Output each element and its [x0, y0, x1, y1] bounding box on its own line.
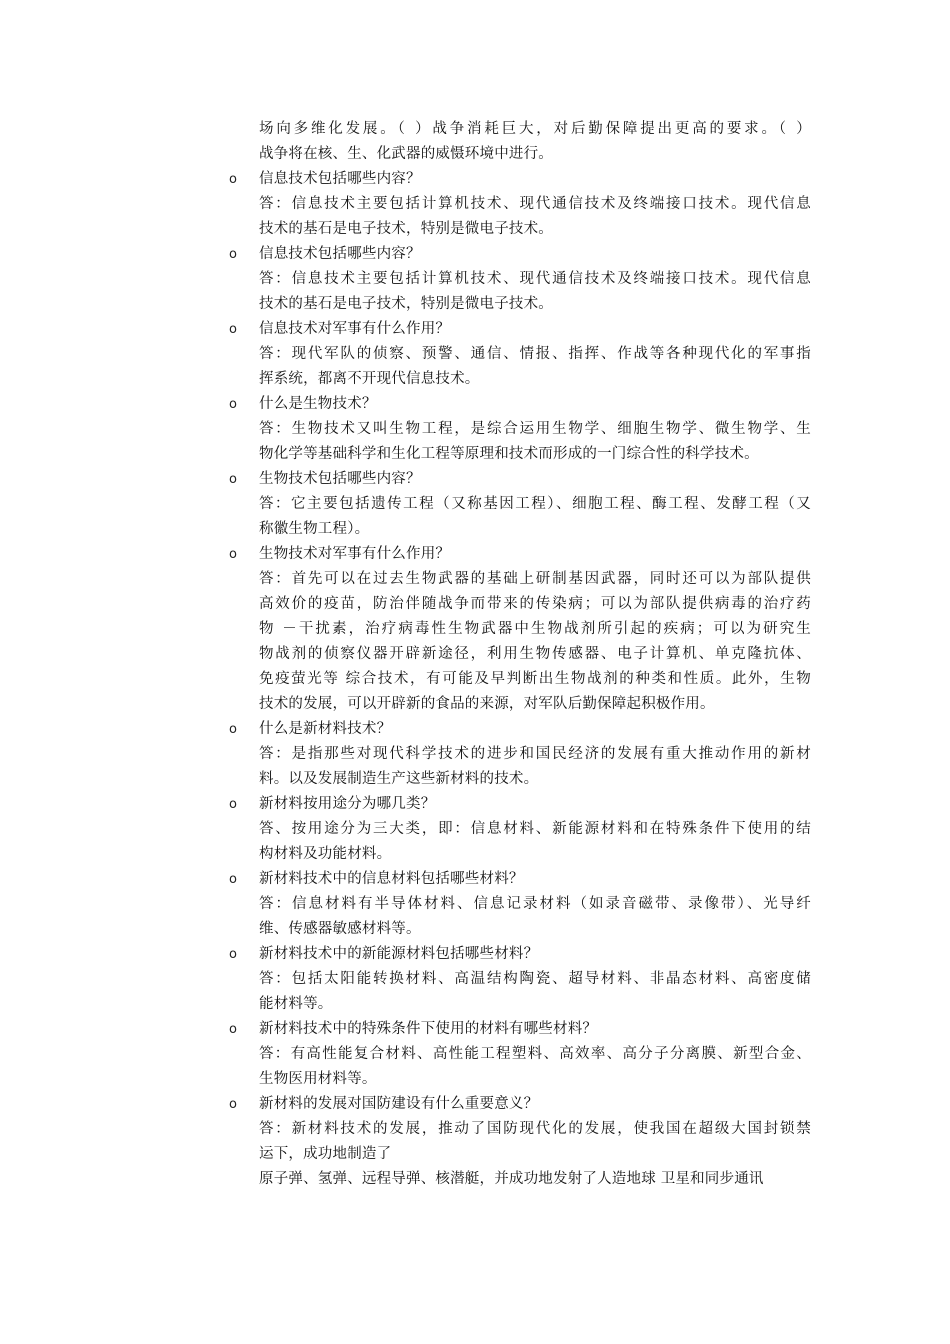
bullet-icon: o: [229, 247, 238, 262]
question: [229, 867, 811, 892]
question-text: 信息技术对军事有什么作用？: [259, 321, 451, 337]
question-text: 新材料按用途分为哪几类？: [259, 796, 436, 812]
bullet-icon: o: [229, 547, 238, 562]
answer-line: 运下，成功地制造了: [259, 1146, 392, 1162]
bullet-icon: o: [229, 172, 238, 187]
answer-line: 物战剂的侦察仪器开辟新途径，利用生物传感器、电子计算机、单克隆抗体、: [259, 646, 811, 662]
answer-line: 答：信息技术主要包括计算机技术、现代通信技术及终端接口技术。现代信息: [259, 271, 811, 287]
answer-line: 生物医用材料等。: [259, 1071, 377, 1087]
answer-line: 答：是指那些对现代科学技术的进步和国民经济的发展有重大推动作用的新材: [259, 746, 811, 762]
answer-line: 答：新材料技术的发展，推动了国防现代化的发展，使我国在超级大国封锁禁: [259, 1121, 811, 1137]
question: [229, 467, 811, 492]
answer-line: 维、传感器敏感材料等。: [259, 921, 421, 937]
bullet-icon: o: [229, 797, 238, 812]
bullet-icon: o: [229, 322, 238, 337]
document-body: [229, 117, 811, 1192]
answer-line: 答、按用途分为三大类，即：信息材料、新能源材料和在特殊条件下使用的结: [259, 821, 811, 837]
question-text: 新材料技术中的特殊条件下使用的材料有哪些材料？: [259, 1021, 598, 1037]
bullet-icon: o: [229, 947, 238, 962]
answer-line: 答：生物技术又叫生物工程，是综合运用生物学、细胞生物学、微生物学、生: [259, 421, 811, 437]
qa-item: [229, 242, 811, 317]
answer-line: 免疫萤光等 综合技术，有可能及早判断出生物战剂的种类和性质。此外，生物: [259, 671, 811, 687]
bullet-icon: o: [229, 722, 238, 737]
bullet-icon: o: [229, 872, 238, 887]
question: [229, 1092, 811, 1117]
answer-line: 挥系统，都离不开现代信息技术。: [259, 371, 480, 387]
answer-line: 技术的基石是电子技术，特别是微电子技术。: [259, 221, 553, 237]
qa-item: [229, 317, 811, 392]
qa-item: [229, 867, 811, 942]
answer-line: 答：信息材料有半导体材料、信息记录材料（如录音磁带、录像带）、光导纤: [259, 896, 811, 912]
answer-line: 答：包括太阳能转换材料、高温结构陶瓷、超导材料、非晶态材料、高密度储: [259, 971, 811, 987]
question-text: 信息技术包括哪些内容？: [259, 246, 421, 262]
question: [229, 942, 811, 967]
question: [229, 392, 811, 417]
question: [229, 317, 811, 342]
bullet-icon: o: [229, 1097, 238, 1112]
answer-line: 称徽生物工程）。: [259, 521, 370, 537]
qa-item: [229, 1017, 811, 1092]
question: [229, 167, 811, 192]
question-text: 新材料技术中的信息材料包括哪些材料？: [259, 871, 524, 887]
answer-line: 料。以及发展制造生产这些新材料的技术。: [259, 771, 539, 787]
question-text: 什么是生物技术？: [259, 396, 377, 412]
answer-line: 技术的发展，可以开辟新的食品的来源，对军队后勤保障起积极作用。: [259, 696, 715, 712]
answer-line: 高效价的疫苗，防治伴随战争而带来的传染病；可以为部队提供病毒的治疗药: [259, 596, 811, 612]
answer-line: 物 －干扰素，治疗病毒性生物武器中生物战剂所引起的疾病；可以为研究生: [259, 621, 811, 637]
answer-line: 答：有高性能复合材料、高性能工程塑料、高效率、高分子分离膜、新型合金、: [259, 1046, 811, 1062]
answer-line: 答：首先可以在过去生物武器的基础上研制基因武器，同时还可以为部队提供: [259, 571, 811, 587]
question-text: 新材料技术中的新能源材料包括哪些材料？: [259, 946, 539, 962]
question-text: 生物技术对军事有什么作用？: [259, 546, 451, 562]
bullet-icon: o: [229, 397, 238, 412]
question-text: 什么是新材料技术？: [259, 721, 392, 737]
qa-list: [229, 167, 811, 1192]
question-text: 生物技术包括哪些内容？: [259, 471, 421, 487]
qa-item: [229, 792, 811, 867]
qa-item: [229, 717, 811, 792]
question: [229, 717, 811, 742]
answer-line: 物化学等基础科学和生化工程等原理和技术而形成的一门综合性的科学技术。: [259, 446, 759, 462]
intro-line: 场向多维化发展。（ ）战争消耗巨大，对后勤保障提出更高的要求。（ ）: [259, 121, 811, 137]
qa-item: [229, 542, 811, 717]
qa-item: [229, 392, 811, 467]
question: [229, 542, 811, 567]
bullet-icon: o: [229, 472, 238, 487]
question: [229, 242, 811, 267]
answer-line: 能材料等。: [259, 996, 333, 1012]
answer-line: 答：现代军队的侦察、预警、通信、情报、指挥、作战等各种现代化的军事指: [259, 346, 811, 362]
qa-item: [229, 167, 811, 242]
answer-line: 构材料及功能材料。: [259, 846, 392, 862]
answer-line: 答：它主要包括遗传工程（又称基因工程）、细胞工程、酶工程、发酵工程（又: [259, 496, 811, 512]
intro-line: 战争将在核、生、化武器的威慑环境中进行。: [259, 146, 553, 162]
question-text: 信息技术包括哪些内容？: [259, 171, 421, 187]
question-text: 新材料的发展对国防建设有什么重要意义？: [259, 1096, 539, 1112]
answer-line: 原子弹、氢弹、远程导弹、核潜艇，并成功地发射了人造地球 卫星和同步通讯: [259, 1171, 764, 1187]
answer-line: 答：信息技术主要包括计算机技术、现代通信技术及终端接口技术。现代信息: [259, 196, 811, 212]
answer-line: 技术的基石是电子技术，特别是微电子技术。: [259, 296, 553, 312]
question: [229, 792, 811, 817]
qa-item: [229, 467, 811, 542]
qa-item: [229, 1092, 811, 1192]
question: [229, 1017, 811, 1042]
bullet-icon: o: [229, 1022, 238, 1037]
qa-item: [229, 942, 811, 1017]
